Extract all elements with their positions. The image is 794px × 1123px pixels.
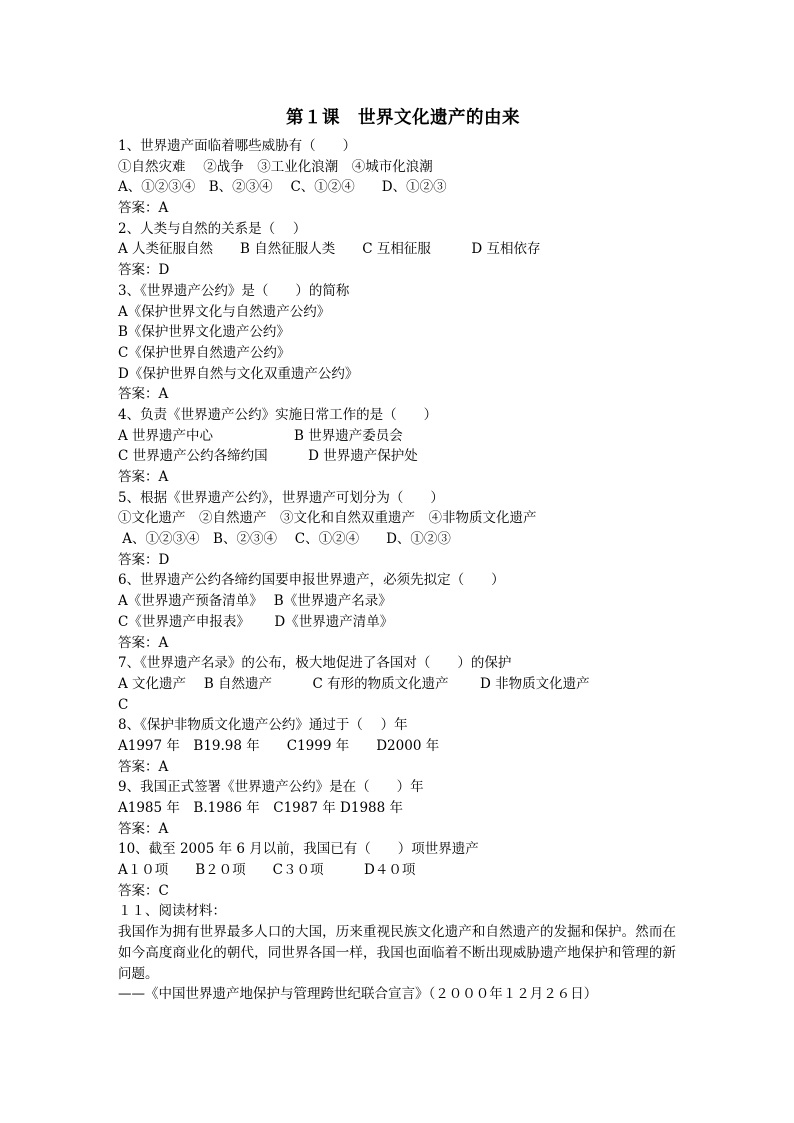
- text-line: 4、负责《世界遗产公约》实施日常工作的是（ ）: [118, 406, 438, 423]
- text-line: 9、我国正式签署《世界遗产公约》是在（ ）年: [118, 779, 424, 796]
- text-line: 5、根据《世界遗产公约》，世界遗产可划分为（ ）: [118, 489, 444, 506]
- text-line: B《保护世界文化遗产公约》: [118, 324, 290, 341]
- question-list: [118, 136, 688, 922]
- text-line: C: [118, 696, 129, 713]
- text-line: 答案：A: [118, 386, 169, 403]
- text-line: A、①②③④ B、②③④ C、①②④ D、①②③: [118, 531, 451, 548]
- text-line: 7、《世界遗产名录》的公布，极大地促进了各国对（ ）的保护: [118, 655, 512, 672]
- document-page: [118, 104, 688, 1005]
- text-line: 6、世界遗产公约各缔约国要申报世界遗产，必须先拟定（ ）: [118, 572, 505, 589]
- text-line: A、①②③④ B、②③④ C、①②④ D、①②③: [118, 179, 447, 196]
- text-line: 10、截至 2005 年 6 月以前，我国已有（ ）项世界遗产: [118, 841, 479, 858]
- text-line: 3、《世界遗产公约》是（ ）的简称: [118, 282, 350, 299]
- text-line: 答案：A: [118, 200, 169, 217]
- text-line: C 世界遗产公约各缔约国 D 世界遗产保护处: [118, 448, 418, 465]
- text-line: A 世界遗产中心 B 世界遗产委员会: [118, 427, 403, 444]
- text-line: C《保护世界自然遗产公约》: [118, 344, 291, 361]
- text-line: 8、《保护非物质文化遗产公约》通过于（ ）年: [118, 717, 408, 734]
- text-line: 答案：A: [118, 634, 169, 651]
- text-line: A 人类征服自然 B 自然征服人类 C 互相征服 D 互相依存: [118, 241, 541, 258]
- text-line: A１０项 B２０项 C３０项 D４０项: [118, 862, 416, 879]
- text-line: D《保护世界自然与文化双重遗产公约》: [118, 365, 359, 382]
- text-line: 答案：D: [118, 262, 170, 279]
- text-line: ①自然灾难 ②战争 ③工业化浪潮 ④城市化浪潮: [118, 158, 433, 175]
- text-line: A 文化遗产 B 自然遗产 C 有形的物质文化遗产 D 非物质文化遗产: [118, 675, 590, 692]
- page-title: 第１课 世界文化遗产的由来: [286, 108, 520, 128]
- text-line: A1997 年 B19.98 年 C1999 年 D2000 年: [118, 737, 440, 754]
- text-line: A《保护世界文化与自然遗产公约》: [118, 303, 331, 320]
- text-line: 答案：A: [118, 758, 169, 775]
- text-line: 答案：A: [118, 469, 169, 485]
- text-line: 答案：D: [118, 551, 170, 568]
- reading-material-source: ——《中国世界遗产地保护与管理跨世纪联合宣言》（２０００年１２月２６日）: [118, 986, 598, 1003]
- text-line: 2、人类与自然的关系是（ ）: [118, 220, 307, 237]
- reading-material-paragraph: 我国作为拥有世界最多人口的大国，历来重视民族文化遗产和自然遗产的发掘和保护。然而在如今高度商业化的朝代，同世界各国一样，我国也面临着不断出现威胁遗产地保护和管理的新问题。: [118, 924, 676, 982]
- text-line: C《世界遗产申报表》 D《世界遗产清单》: [118, 613, 394, 630]
- text-line: 答案：A: [118, 820, 169, 837]
- text-line: １１、阅读材料：: [118, 903, 226, 920]
- text-line: ①文化遗产 ②自然遗产 ③文化和自然双重遗产 ④非物质文化遗产: [118, 510, 537, 527]
- text-line: A《世界遗产预备清单》 B《世界遗产名录》: [118, 593, 392, 610]
- text-line: 答案：C: [118, 882, 169, 899]
- text-line: 1、世界遗产面临着哪些威胁有（ ）: [118, 138, 357, 154]
- text-line: A1985 年 B.1986 年 C1987 年 D1988 年: [118, 800, 403, 816]
